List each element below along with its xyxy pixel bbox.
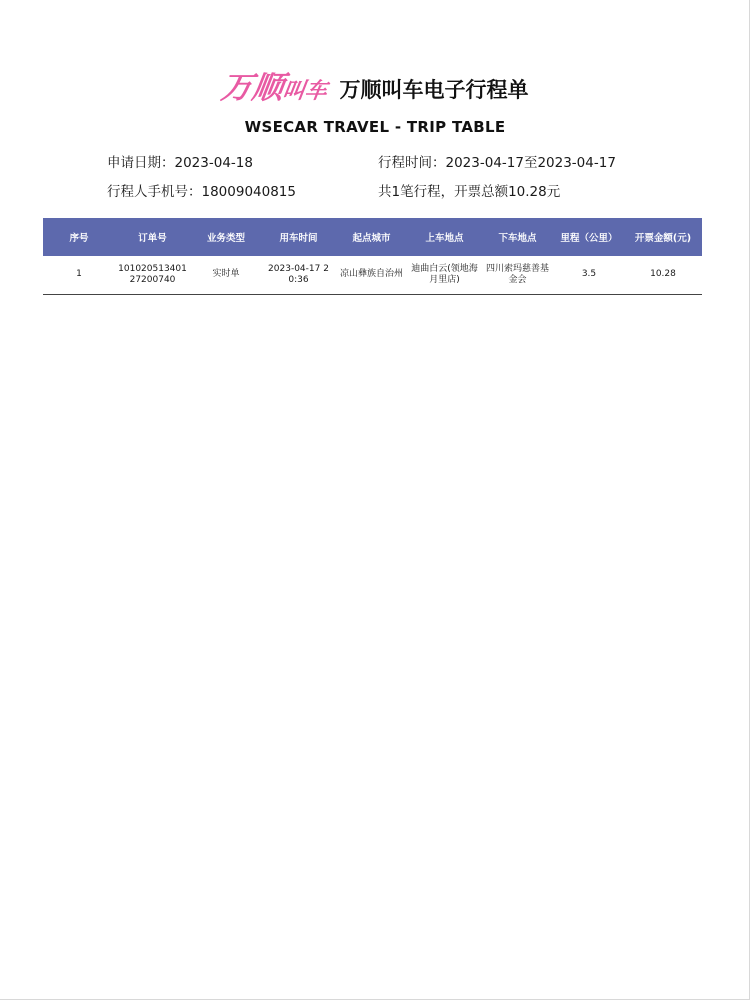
header-index: 序号 — [69, 233, 89, 244]
apply-date-value: 2023-04-18 — [174, 155, 253, 171]
trip-time-label: 行程时间： — [378, 155, 446, 171]
cell-dropoff: 四川索玛慈善基金会 — [481, 256, 554, 294]
cell-pickup: 迪曲白云(领地海月里店) — [408, 256, 481, 294]
trip-time-line — [378, 151, 616, 171]
cell-amount: 10.28 — [624, 256, 702, 294]
phone-line — [107, 180, 296, 200]
header-city: 起点城市 — [352, 233, 391, 244]
logo-text-secondary: 叫车 — [281, 79, 330, 104]
brand-logo — [218, 68, 330, 112]
document-subtitle: WSECAR TRAVEL - TRIP TABLE — [244, 118, 506, 136]
header-pickup: 上车地点 — [425, 233, 464, 244]
header-dropoff: 下车地点 — [498, 233, 537, 244]
cell-time: 2023-04-17 20:36 — [262, 256, 335, 294]
document-title: 万顺叫车电子行程单 — [339, 78, 529, 102]
header-type: 业务类型 — [206, 233, 245, 244]
cell-order-no: 10102051340127200740 — [115, 256, 190, 294]
phone-value: 18009040815 — [201, 184, 296, 200]
cell-index: 1 — [43, 256, 115, 294]
header-order-no: 订单号 — [138, 233, 167, 244]
cell-type: 实时单 — [190, 256, 262, 294]
phone-label: 行程人手机号： — [107, 184, 202, 200]
trip-table — [43, 218, 702, 295]
header-time: 用车时间 — [279, 233, 318, 244]
document-header — [0, 68, 750, 112]
cell-distance: 3.5 — [554, 256, 624, 294]
logo-text-main: 万顺 — [219, 70, 287, 106]
trip-summary: 共1笔行程，开票总额10.28元 — [378, 184, 561, 200]
header-amount: 开票金额(元) — [634, 233, 692, 244]
apply-date-label: 申请日期： — [107, 155, 175, 171]
cell-city: 凉山彝族自治州 — [335, 256, 408, 294]
trip-time-value: 2023-04-17至2023-04-17 — [445, 155, 616, 171]
table-row — [43, 256, 702, 294]
header-distance: 里程（公里） — [560, 233, 618, 244]
apply-date-line — [107, 151, 253, 171]
table-header-row — [43, 218, 702, 256]
